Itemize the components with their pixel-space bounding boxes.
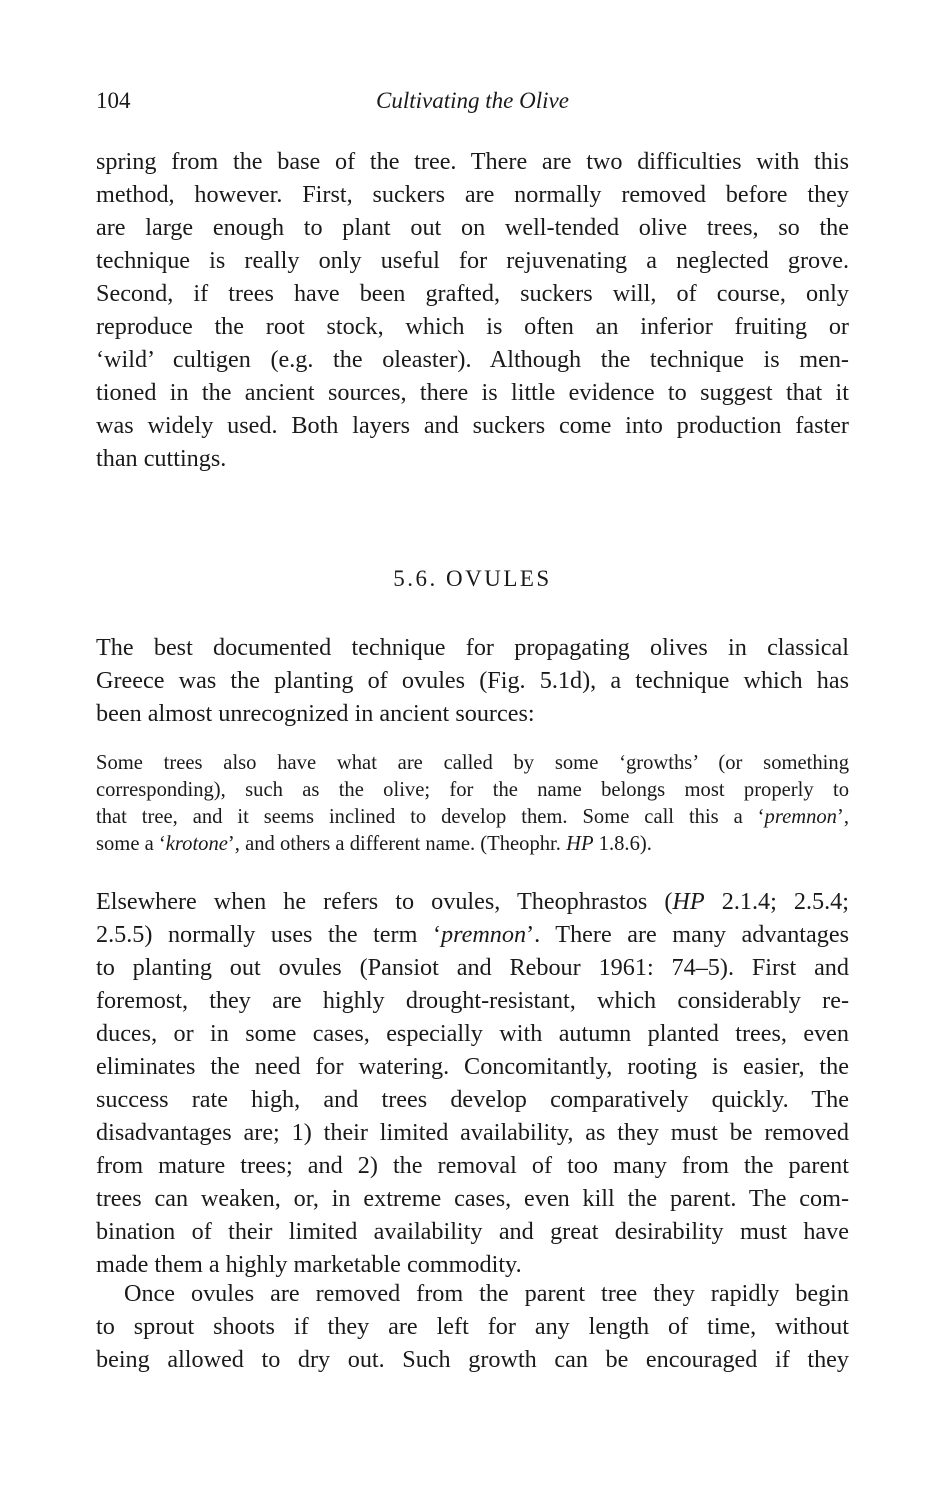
text-line: disadvantages are; 1) their limited availability, as they must be removed — [96, 1119, 849, 1146]
text-line — [96, 918, 849, 951]
text-line: are large enough to plant out on well-tended olive trees, so the — [96, 214, 849, 241]
quote-line — [96, 804, 849, 831]
text-line: trees can weaken, or, in extreme cases, even kill the parent. The com- — [96, 1185, 849, 1212]
text-line: being allowed to dry out. Such growth can be encouraged if they — [96, 1346, 849, 1373]
text-span: 2.5.5) normally uses the term ‘ — [96, 921, 441, 948]
running-head — [96, 88, 849, 122]
text-line: technique is really only useful for rejuvenating a neglected grove. — [96, 247, 849, 274]
text-line: Greece was the planting of ovules (Fig. 5.1d), a technique which has — [96, 667, 849, 694]
text-line: ‘wild’ cultigen (e.g. the oleaster). Although the technique is men- — [96, 346, 849, 373]
text-span: Elsewhere when he refers to ovules, Theophrastos ( — [96, 888, 673, 915]
italic-abbrev: HP — [672, 888, 705, 915]
text-line: Second, if trees have been grafted, suckers will, of course, only — [96, 280, 849, 307]
text-line: eliminates the need for watering. Concomitantly, rooting is easier, the — [96, 1053, 849, 1080]
running-title: Cultivating the Olive — [376, 88, 569, 113]
italic-term: premnon — [441, 921, 527, 948]
quote-line: Some trees also have what are called by some ‘growths’ (or something — [96, 752, 849, 774]
text-line: was widely used. Both layers and suckers come into production faster — [96, 412, 849, 439]
section-heading: 5.6. OVULES — [393, 566, 552, 591]
paragraph-2 — [96, 631, 849, 730]
paragraph-4 — [96, 1277, 849, 1376]
quote-line: corresponding), such as the olive; for the name belongs most properly to — [96, 779, 849, 801]
text-line: Once ovules are removed from the parent tree they rapidly begin — [124, 1280, 849, 1307]
text-line — [96, 885, 849, 918]
text-line: method, however. First, suckers are normally removed before they — [96, 181, 849, 208]
text-span: some a ‘ — [96, 833, 166, 855]
text-line: The best documented technique for propagating olives in classical — [96, 634, 849, 661]
text-line: from mature trees; and 2) the removal of too many from the parent — [96, 1152, 849, 1179]
text-line: to sprout shoots if they are left for any length of time, without — [96, 1313, 849, 1340]
block-quote — [96, 750, 849, 858]
text-span: ’, and others a different name. (Theophr. — [227, 833, 567, 855]
text-span: 2.1.4; 2.5.4; — [704, 888, 849, 915]
paragraph-3 — [96, 885, 849, 1281]
text-line: reproduce the root stock, which is often an inferior fruiting or — [96, 313, 849, 340]
text-span: that tree, and it seems inclined to develop them. Some call this a ‘ — [96, 806, 765, 828]
text-line: duces, or in some cases, especially with autumn planted trees, even — [96, 1020, 849, 1047]
text-line: bination of their limited availability and great desirability must have — [96, 1218, 849, 1245]
quote-line — [96, 831, 849, 858]
text-line: tioned in the ancient sources, there is little evidence to suggest that it — [96, 379, 849, 406]
text-span: 1.8.6). — [593, 833, 652, 855]
text-line: been almost unrecognized in ancient sources: — [96, 700, 535, 727]
text-line: spring from the base of the tree. There are two difficulties with this — [96, 148, 849, 175]
text-line: than cuttings. — [96, 445, 227, 472]
italic-abbrev: HP — [566, 833, 594, 855]
italic-term: premnon — [764, 806, 837, 828]
text-line: made them a highly marketable commodity. — [96, 1251, 522, 1278]
paragraph-1 — [96, 145, 849, 475]
text-line: to planting out ovules (Pansiot and Rebour 1961: 74–5). First and — [96, 954, 849, 981]
text-line: foremost, they are highly drought-resistant, which considerably re- — [96, 987, 849, 1014]
page-number: 104 — [96, 88, 131, 113]
text-line: success rate high, and trees develop comparatively quickly. The — [96, 1086, 849, 1113]
text-span: ’. There are many advantages — [526, 921, 849, 948]
italic-term: krotone — [165, 833, 228, 855]
text-span: ’, — [836, 806, 849, 828]
